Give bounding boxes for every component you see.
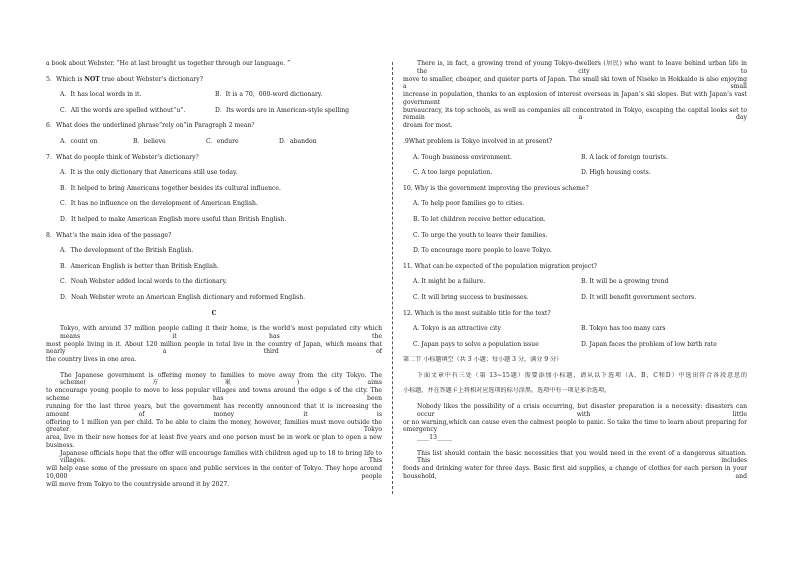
option-c: C．All the words are spelled without“u”. [60, 106, 186, 114]
option-b: B．It is a 70，000-word dictionary. [215, 91, 323, 99]
question-6 [46, 122, 382, 153]
options-row [403, 154, 747, 170]
question-11 [403, 263, 747, 310]
passage-line: Japanese officials hope that the offer will encourage families with children aged up to 18 to bring life to villages. This [60, 449, 382, 465]
option-b: B．It helped to bring Americans together besides its cultural influence. [60, 184, 281, 192]
option-a: A. Tough business environment. [413, 153, 512, 161]
options-row [46, 107, 382, 123]
section-2-heading: 第二节 小标题填空（共 3 小题；每小题 3 分，满分 9 分） [403, 356, 563, 364]
option-a: A．It is the only dictionary that Americans still use today. [60, 169, 238, 177]
options-row [403, 278, 747, 294]
options-row [403, 169, 747, 185]
question-stem: 6．What does the underlined phrase“rely on”in Paragraph 2 mean？ [46, 122, 258, 130]
question-stem: .9What problem is Tokyo involved in at present? [403, 137, 553, 145]
option-a: A. Tokyo is an attractive city [413, 325, 501, 333]
question-5 [46, 76, 382, 123]
section-c-heading: C [211, 309, 217, 317]
options-row [46, 91, 382, 107]
passage-line: Nobody likes the possibility of a crisis occurring, but disaster preparation is a necessity: disasters can occur with little [417, 403, 747, 418]
option-b: B．believe [133, 137, 166, 145]
blank-13: ____13_____ [417, 434, 453, 442]
question-stem: 11. What can be expected of the population migration project? [403, 262, 597, 270]
option-a: A．count on [60, 137, 98, 145]
option-d: D．Its words are in American-style spelling [215, 106, 350, 114]
question-10 [403, 185, 747, 263]
passage-line: offering to 1 million yen per child. To be able to claim the money, however, families must move outside the greater Tokyo [46, 418, 382, 434]
option-d: D．It helped to make American English more useful than British English. [60, 215, 287, 223]
passage-line: the country lives in one area. [46, 356, 137, 364]
passage-line: will move from Tokyo to the countryside around it by 2027. [46, 481, 230, 489]
passage-line: increase in population, thanks to an explosion of interest overseas in Japan’s ski slopes. But with Japan’s vast government [403, 91, 747, 106]
passage-line: This list should contain the basic necessities that you would need in the event of a dangerous situation. This includes [417, 449, 747, 465]
option-b: B. To let children receive better education. [413, 215, 546, 223]
column-divider [392, 62, 393, 494]
question-stem: 7．What do people think of Webster’s dictionary？ [46, 153, 202, 161]
option-d: D. To encourage more people to leave Tokyo. [413, 247, 552, 255]
option-b: B. A lack of foreign tourists. [581, 153, 668, 161]
option-d: D. High housing costs. [581, 169, 651, 177]
option-c: C．endure [206, 137, 239, 145]
question-7 [46, 154, 382, 232]
passage-line: area, live in their new homes for at least five years and one person must be in work or plan to open a new business. [46, 434, 382, 449]
passage-line: running for the last three years, but the government has recently announced that it is increasing the amount of money it is [46, 403, 382, 418]
passage-line: The Japanese government is offering money to families to move away from the city Tokyo. The scheme(方案) aims [60, 371, 382, 387]
passage-line: most people living in it. About 120 million people in total live in the country of Japan, which means that nearly a third of [46, 340, 382, 356]
passage-line: There is, in fact, a growing trend of young Tokyo-dwellers (居民) who want to leave behind urban life in the city to [417, 60, 747, 75]
option-b: B．American English is better than British English. [60, 262, 219, 270]
option-c: C. It will bring success to businesses. [413, 293, 529, 301]
passage-line: will help ease some of the pressure on space and public services in the center of Tokyo. They hope around 10,000 people [46, 465, 382, 481]
option-a: A．The development of the British English. [60, 247, 194, 255]
option-c: C. Japan pays to solve a population issue [413, 340, 539, 348]
passage-line: move to smaller, cheaper, and quieter parts of Japan. The small ski town of Niseko in Hokkaido is also enjoying a small [403, 75, 747, 91]
option-a: A. It might be a failure. [413, 278, 486, 286]
question-12 [403, 310, 747, 357]
passage-line: dream for most. [403, 122, 453, 130]
instruction-line: 小标题，并在答题卡上将相对应选项的标号涂黑。选项中有一项是多余选项。 [403, 387, 611, 395]
option-d: D. It will benefit government sectors. [581, 293, 697, 301]
options-row [403, 294, 747, 310]
options-row [403, 341, 747, 357]
section-2-instructions [403, 372, 747, 403]
question-stem: 12. Which is the most suitable title for the text? [403, 309, 551, 317]
question-stem: 10. Why is the government improving the previous scheme? [403, 184, 589, 192]
option-a: A．It has local words in it. [60, 91, 142, 99]
option-b: B. It will be a growing trend [581, 278, 669, 286]
passage-line: foods and drinking water for three days. Basic first aid supplies, a change of clothes for each person in your household, and [403, 465, 747, 481]
options-row [403, 325, 747, 341]
passage-c-continued [403, 60, 747, 138]
passage-d [403, 403, 747, 481]
option-c: C. To urge the youth to leave their families. [413, 231, 548, 239]
question-9 [403, 138, 747, 185]
option-d: D．Noah Webster wrote an American English dictionary and reformed English. [60, 293, 306, 301]
question-8 [46, 232, 382, 310]
question-stem: 8．What’s the main idea of the passage? [46, 231, 172, 239]
passage-line: bureaucracy, its top schools, as well as companies all concentrated in Tokyo, escaping the capital looks set to remain a day [403, 106, 747, 122]
option-d: D．abandon [279, 137, 317, 145]
option-d: D. Japan faces the problem of low birth rate [581, 340, 717, 348]
question-stem: 5．Which is NOT true about Webster’s dictionary? [46, 75, 203, 83]
option-b: B. Tokyo has too many cars [581, 325, 666, 333]
option-c: C. A too large population. [413, 169, 493, 177]
right-column [403, 60, 747, 481]
option-c: C．It has no influence on the development of American English. [60, 200, 258, 208]
option-c: C．Noah Webster added local words to the dictionary. [60, 278, 228, 286]
passage-line: or no warning,which can cause even the calmest people to panic. So take the time to learn about preparing for emergency [403, 418, 747, 434]
option-a: A. To help poor families go to cities. [413, 200, 525, 208]
passage-c [46, 325, 382, 497]
passage-line: to encourage young people to move to less popular villages and towns around the edge s of the city. The scheme has been [46, 387, 382, 403]
left-column [46, 60, 382, 497]
instruction-line: 下面文章中有三处（第 13~15题）需要添加小标题，请从以下选项（A、B、C和D）中选出符合各段意思的 [417, 371, 747, 379]
passage-line: Tokyo, with around 37 million people calling it their home, is the world’s most populated city which means it has the [60, 325, 382, 340]
intro-line: a book about Webster. “He at last brought us together through our language. ” [46, 60, 291, 67]
options-row [46, 138, 382, 154]
